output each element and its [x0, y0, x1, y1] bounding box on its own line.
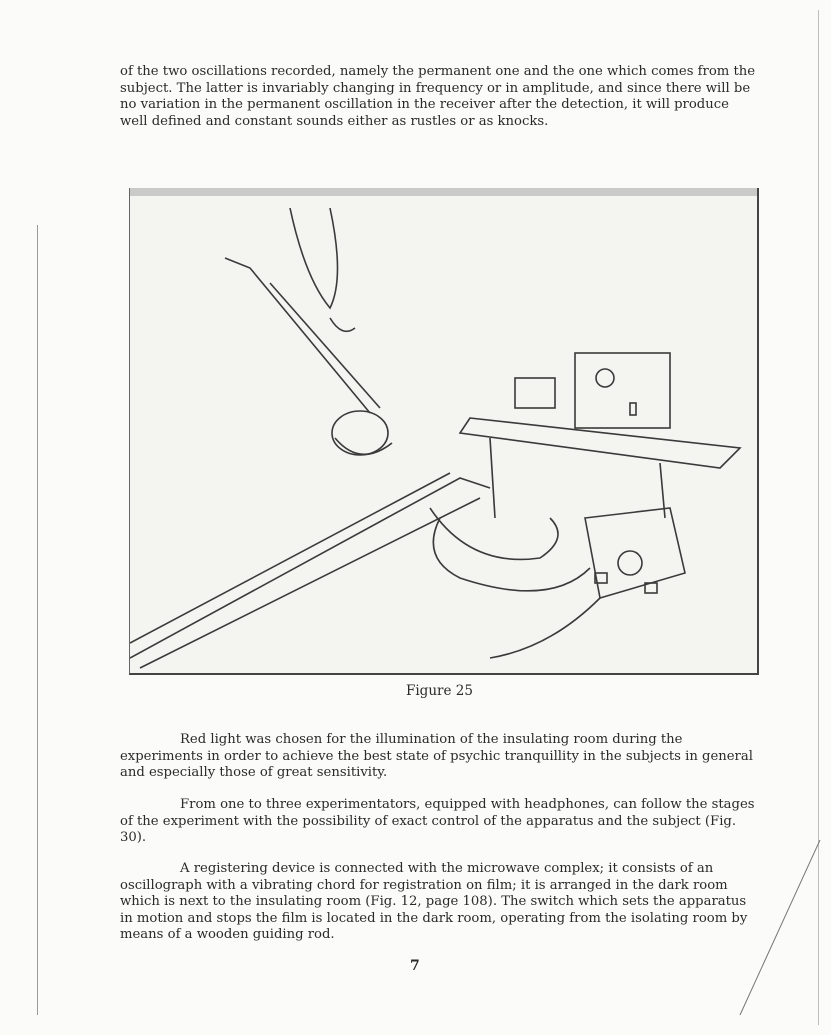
paragraph-4: A registering device is connected with the microwave complex; it consists of an oscillograph with a vibrating chord for registration on film; it is arranged in the dark room which is next to the insulating room (Fig. 12, page 108). The switch which sets the apparatus in motion and stops the film is located in the dark room, operating from the isolating room by means of a wooden guiding rod. [120, 861, 748, 943]
paragraph-2: Red light was chosen for the illumination of the insulating room during the experiments in order to achieve the best state of psychic tranquillity in the subjects in general and especially those of great sensitivity. [120, 732, 753, 781]
page-left-edge [37, 225, 38, 1015]
figure-photo [129, 188, 759, 675]
paragraph-3: From one to three experimentators, equipped with headphones, can follow the stages of the experiment with the possibility of exact control of the apparatus and the subject (Fig. 30). [120, 797, 755, 846]
scan-artifact-line [735, 840, 825, 1020]
page-number: 7 [410, 958, 420, 974]
figure-caption: Figure 25 [406, 683, 473, 699]
paragraph-1: of the two oscillations recorded, namely the permanent one and the one which comes from the subject. The latter is invariably changing in frequency or in amplitude, and since there will be no variation in the permanent oscillation in the receiver after the detection, it will produce well defined and constant sounds either as rustles or as knocks. [120, 64, 756, 129]
figure-25-photo [130, 188, 757, 673]
